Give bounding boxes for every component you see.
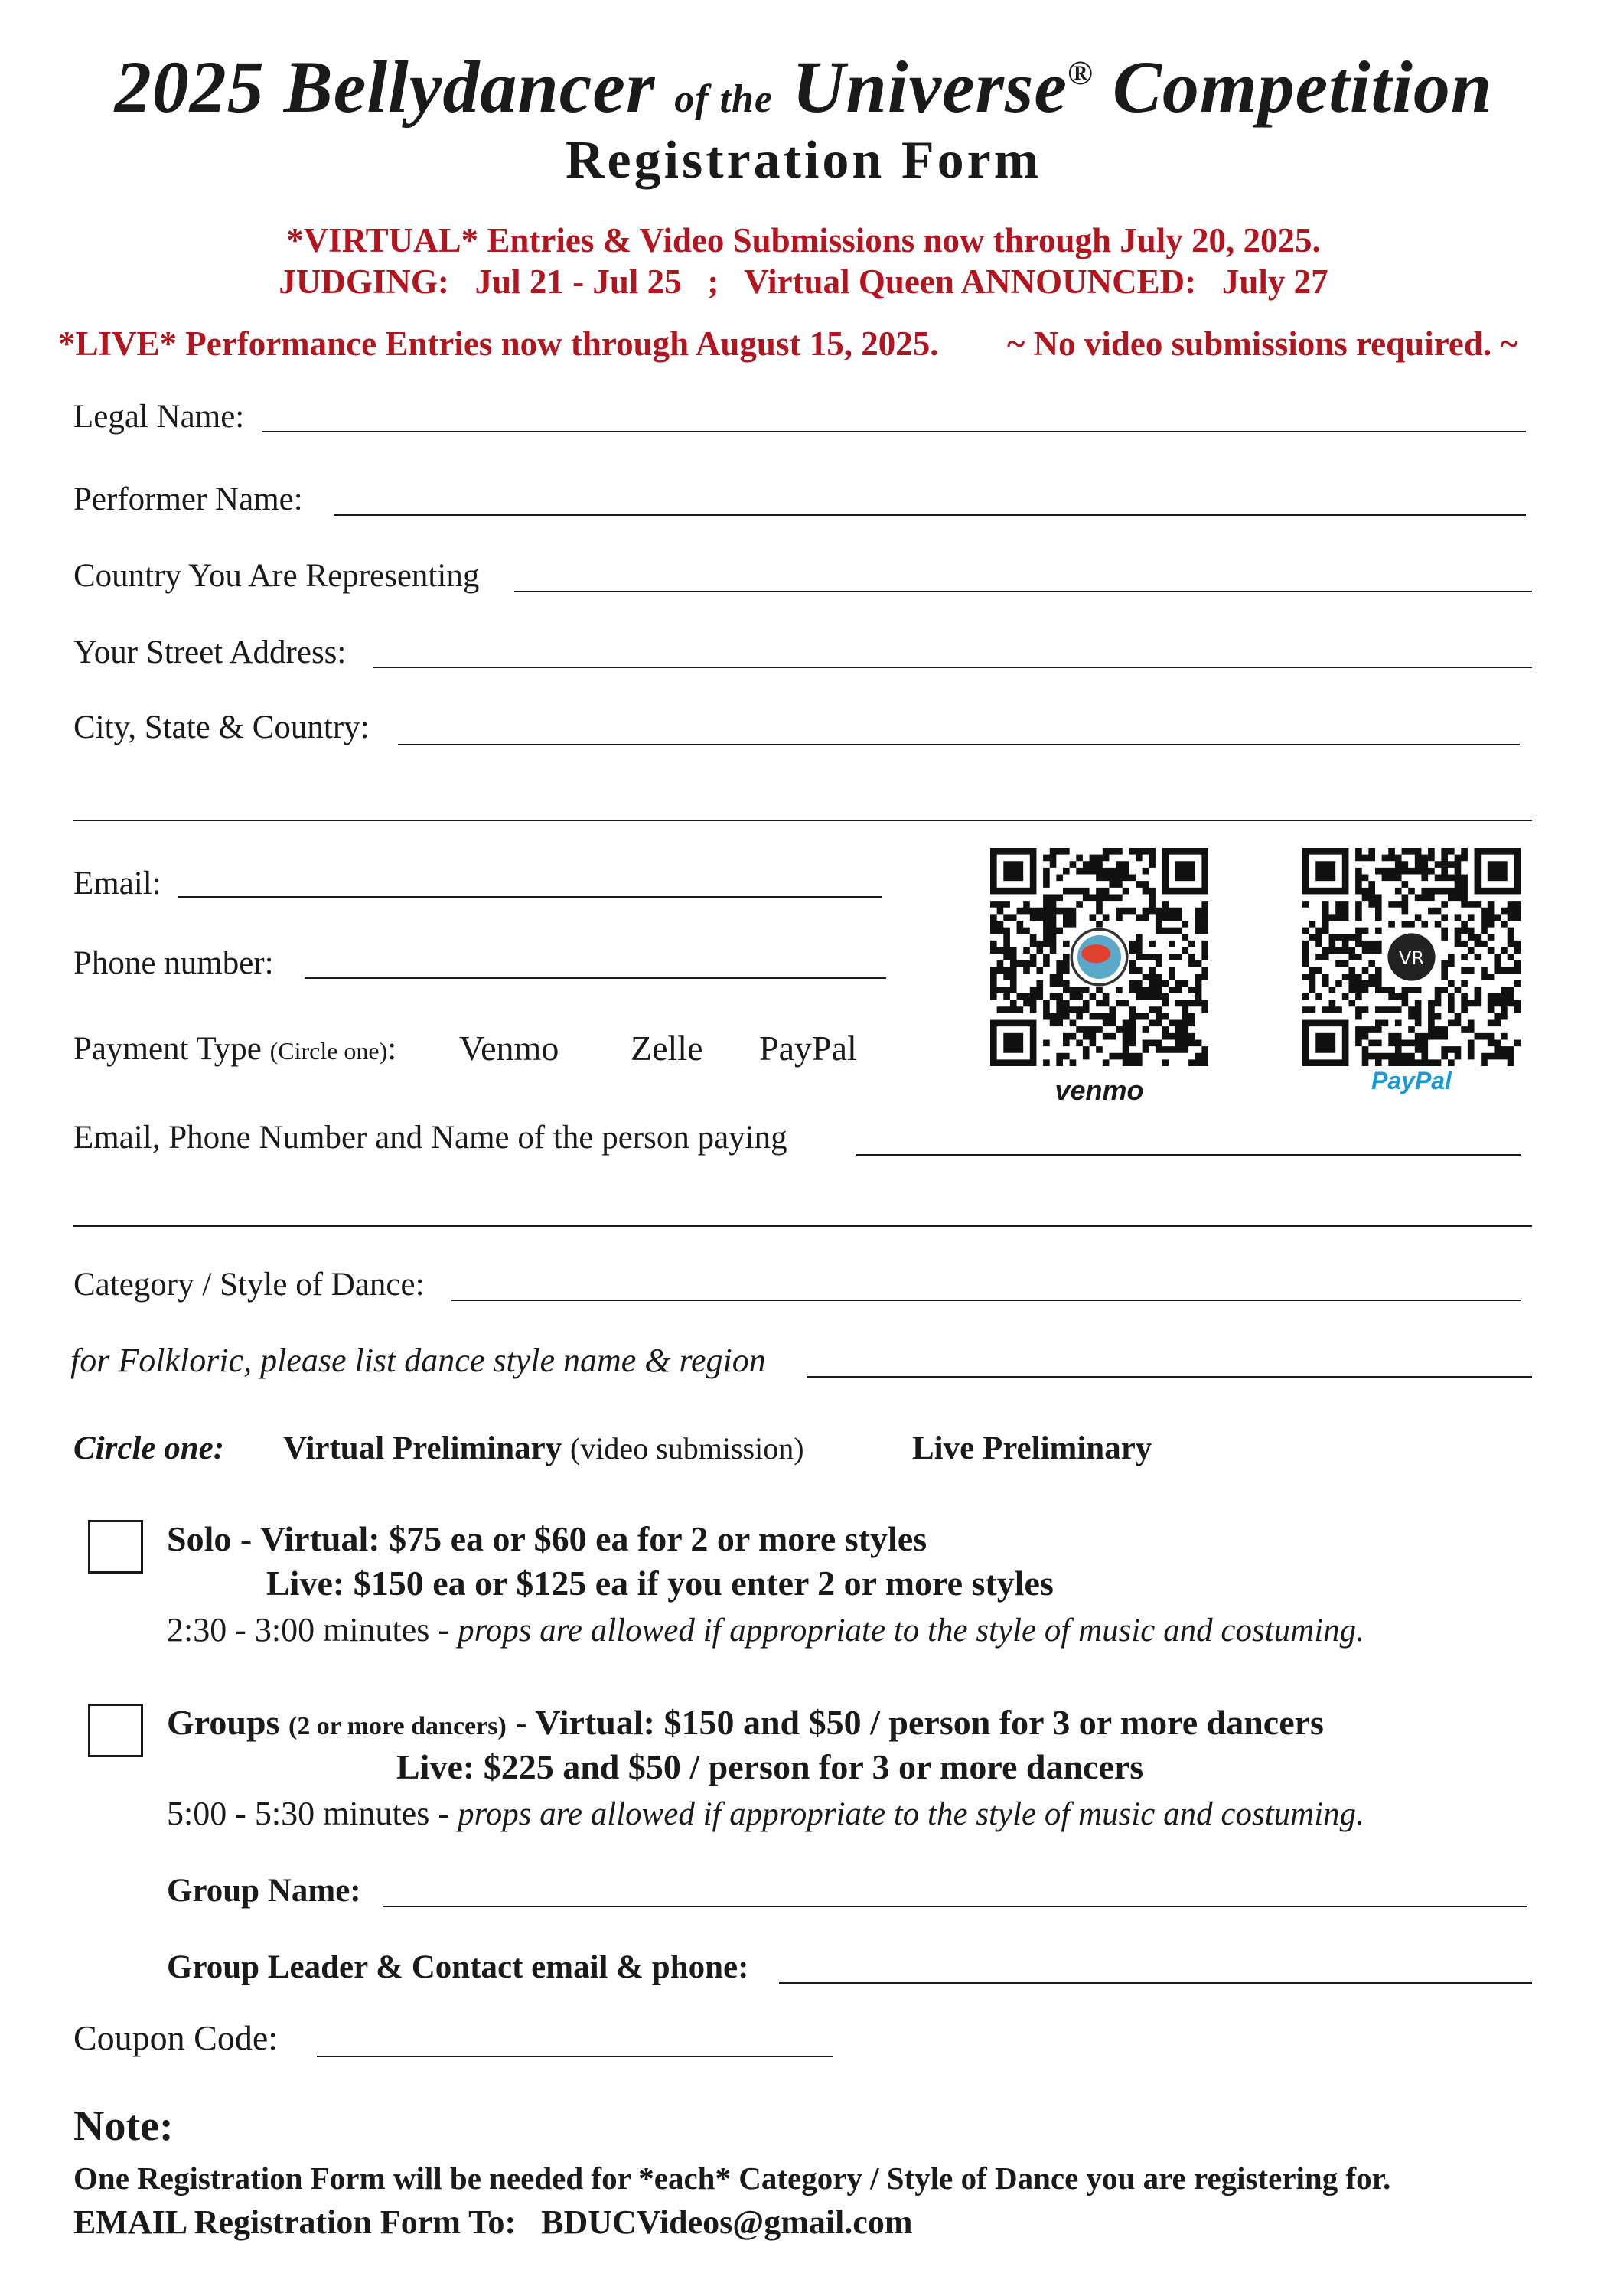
group-name-label: Group Name: [167,1873,361,1909]
payment-type-label: Payment Type (Circle one): [73,1031,397,1067]
submission-email-link[interactable]: BDUCVideos@gmail.com [541,2203,913,2241]
category-field[interactable] [451,1300,1521,1301]
folkloric-field[interactable] [807,1376,1532,1378]
live-entry-notice: *LIVE* Performance Entries now through August 15, 2025. [58,325,939,363]
virtual-entry-notice: *VIRTUAL* Entries & Video Submissions now through July 20, 2025. [286,221,1321,259]
performer-name-label: Performer Name: [73,481,303,517]
email-registration-to: EMAIL Registration Form To: BDUCVideos@gmail.com [73,2203,913,2241]
judging-notice: JUDGING: Jul 21 - Jul 25 ; Virtual Queen ANNOUNCED: July 27 [279,263,1328,301]
performer-name-field[interactable] [334,514,1526,516]
qr-finder-center [1315,1033,1335,1053]
groups-duration: 5:00 - 5:30 minutes - props are allowed if appropriate to the style of music and costuming. [167,1795,1364,1832]
solo-live-pricing: Live: $150 ea or $125 ea if you enter 2 or more styles [266,1564,1054,1603]
option-live-preliminary[interactable]: Live Preliminary [912,1430,1152,1466]
city-state-country-field[interactable] [398,744,1520,745]
note-heading: Note: [73,2102,174,2150]
coupon-code-label: Coupon Code: [73,2018,279,2057]
payment-option-paypal[interactable]: PayPal [759,1029,857,1068]
option-virtual-preliminary[interactable]: Virtual Preliminary (video submission) [283,1430,804,1466]
circle-one-label: Circle one: [73,1430,225,1466]
country-field[interactable] [514,591,1532,592]
solo-checkbox[interactable] [88,1520,143,1574]
note-line-each-category: One Registration Form will be needed for *each* Category / Style of Dance you are registering for. [73,2161,1391,2196]
solo-virtual-pricing: Solo - Virtual: $75 ea or $60 ea for 2 or more styles [167,1519,927,1558]
group-leader-label: Group Leader & Contact email & phone: [167,1949,749,1985]
form-title: 2025 Bellydancer of the Universe® Competition [114,46,1493,128]
legal-name-label: Legal Name: [73,399,245,435]
category-label: Category / Style of Dance: [73,1267,425,1303]
no-video-note: ~ No video submissions required. ~ [1007,325,1518,363]
phone-label: Phone number: [73,945,274,981]
paypal-qr-code[interactable] [1302,848,1521,1066]
email-label: Email: [73,866,161,902]
phone-field[interactable] [305,977,886,979]
group-leader-field[interactable] [779,1982,1532,1984]
groups-virtual-pricing: Groups (2 or more dancers) - Virtual: $150 and $50 / person for 3 or more dancers [167,1703,1324,1742]
qr-finder-center [1315,861,1335,881]
payment-option-zelle[interactable]: Zelle [631,1029,703,1068]
payment-option-venmo[interactable]: Venmo [459,1029,559,1068]
solo-duration: 2:30 - 3:00 minutes - props are allowed if appropriate to the style of music and costuming. [167,1611,1364,1649]
payer-info-label: Email, Phone Number and Name of the person paying [73,1120,787,1156]
address-extra-line[interactable] [73,820,1532,821]
email-field[interactable] [178,896,882,898]
street-address-field[interactable] [373,667,1532,668]
country-label: Country You Are Representing [73,558,480,594]
street-address-label: Your Street Address: [73,634,347,670]
group-name-field[interactable] [383,1906,1527,1907]
venmo-qr-code[interactable] [990,848,1208,1066]
qr-finder-center [1175,861,1195,881]
paypal-qr-badge-text: VR [1398,947,1425,969]
city-state-country-label: City, State & Country: [73,709,370,745]
legal-name-field[interactable] [262,431,1526,432]
folkloric-label: for Folkloric, please list dance style name & region [70,1342,766,1379]
coupon-code-field[interactable] [317,2056,833,2057]
venmo-logo: venmo [1054,1075,1144,1106]
payer-info-field[interactable] [856,1154,1521,1156]
form-subtitle: Registration Form [565,131,1042,190]
qr-finder-center [1488,861,1508,881]
groups-checkbox[interactable] [88,1704,143,1757]
qr-finder-center [1003,1033,1023,1053]
payer-info-extra-line[interactable] [73,1225,1532,1227]
qr-finder-center [1003,861,1023,881]
groups-live-pricing: Live: $225 and $50 / person for 3 or more dancers [396,1747,1144,1786]
venmo-avatar-figure [1081,944,1110,963]
paypal-logo: PayPal [1371,1067,1452,1094]
